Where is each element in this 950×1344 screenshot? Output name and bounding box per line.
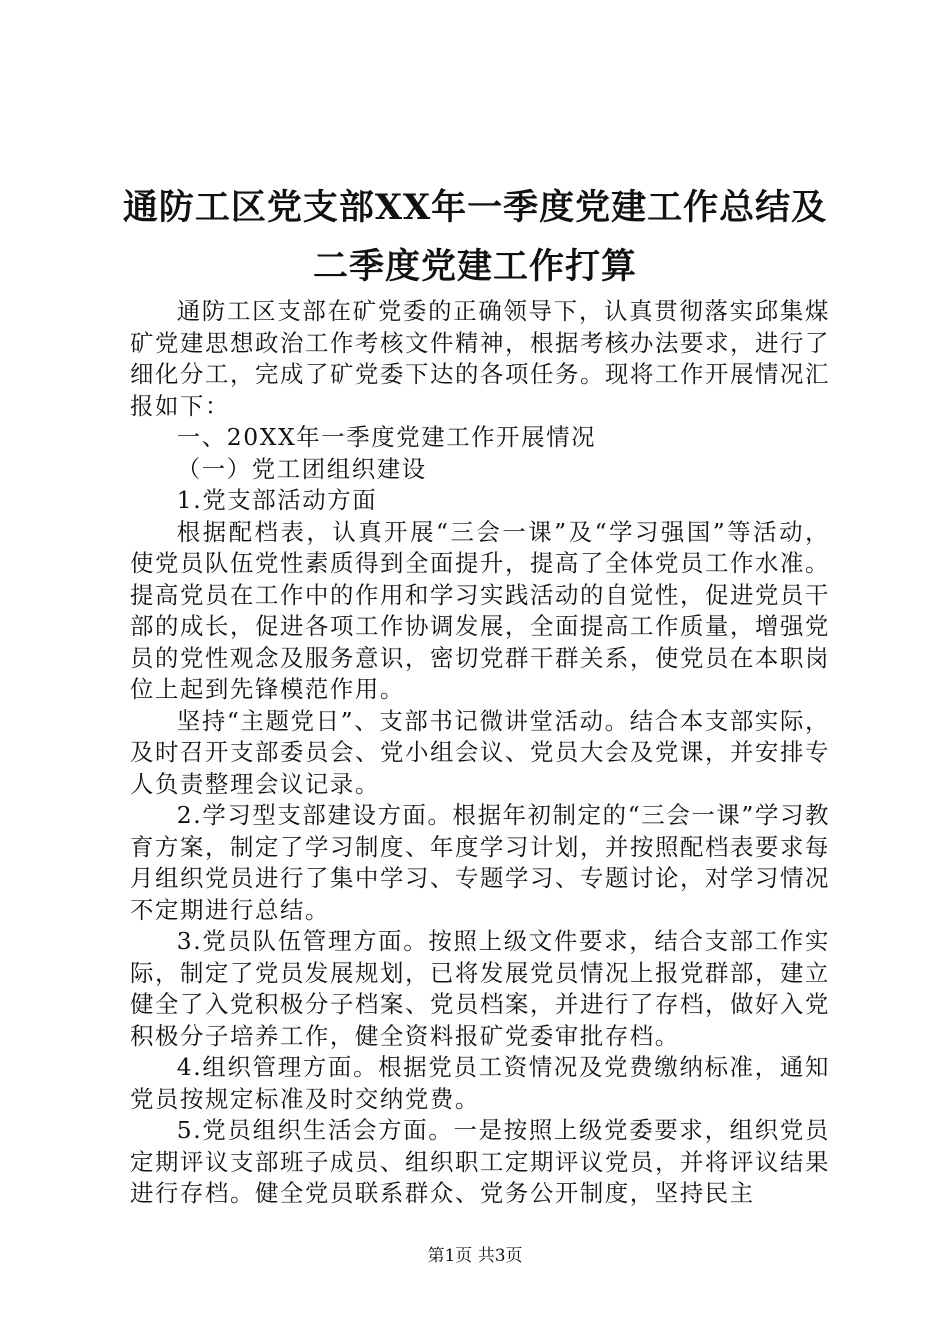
- document-body: [130, 296, 830, 1210]
- paragraph-learning: 2.学习型支部建设方面。根据年初制定的“三会一课”学习教育方案，制定了学习制度、年度学习计划，并按照配档表要求每月组织党员进行了集中学习、专题学习、专题讨论，对学习情况不定期进行总结。: [130, 801, 830, 924]
- document-title-line-2: 二季度党建工作打算: [312, 246, 637, 287]
- paragraph-organization: 4.组织管理方面。根据党员工资情况及党费缴纳标准，通知党员按规定标准及时交纳党费。: [130, 1053, 830, 1113]
- paragraph-life-meeting: 5.党员组织生活会方面。一是按照上级党委要求，组织党员定期评议支部班子成员、组织职工定期评议党员，并将评议结果进行存档。健全党员联系群众、党务公开制度，坚持民主: [130, 1116, 830, 1207]
- paragraph-theme-day: 坚持“主题党日”、支部书记微讲堂活动。结合本支部实际，及时召开支部委员会、党小组会议、党员大会及党课，并安排专人负责整理会议记录。: [130, 706, 830, 798]
- heading-item-1: 1.党支部活动方面: [176, 486, 378, 514]
- paragraph-member-management: 3.党员队伍管理方面。按照上级文件要求，结合支部工作实际，制定了党员发展规划，已将发展党员情况上报党群部，建立健全了入党积极分子档案、党员档案，并进行了存档，做好入党积极分子培养工作，健全资料报矿党委审批存档。: [130, 927, 830, 1050]
- document-title-line-1: 通防工区党支部XX年一季度党建工作总结及: [122, 187, 828, 228]
- heading-section-1: 一、20XX年一季度党建工作开展情况: [176, 423, 597, 451]
- page-footer: 第1页 共3页: [427, 1246, 523, 1266]
- paragraph-activities: 根据配档表，认真开展“三会一课”及“学习强国”等活动，使党员队伍党性素质得到全面提升，提高了全体党员工作水准。提高党员在工作中的作用和学习实践活动的自觉性，促进党员干部的成长，促进各项工作协调发展，全面提高工作质量，增强党员的党性观念及服务意识，密切党群干群关系，使党员在本职岗位上起到先锋模范作用。: [130, 517, 830, 703]
- heading-subsection-1: （一）党工团组织建设: [176, 454, 427, 483]
- paragraph-intro: 通防工区支部在矿党委的正确领导下，认真贯彻落实邱集煤矿党建思想政治工作考核文件精神，根据考核办法要求，进行了细化分工，完成了矿党委下达的各项任务。现将工作开展情况汇报如下：: [130, 297, 830, 420]
